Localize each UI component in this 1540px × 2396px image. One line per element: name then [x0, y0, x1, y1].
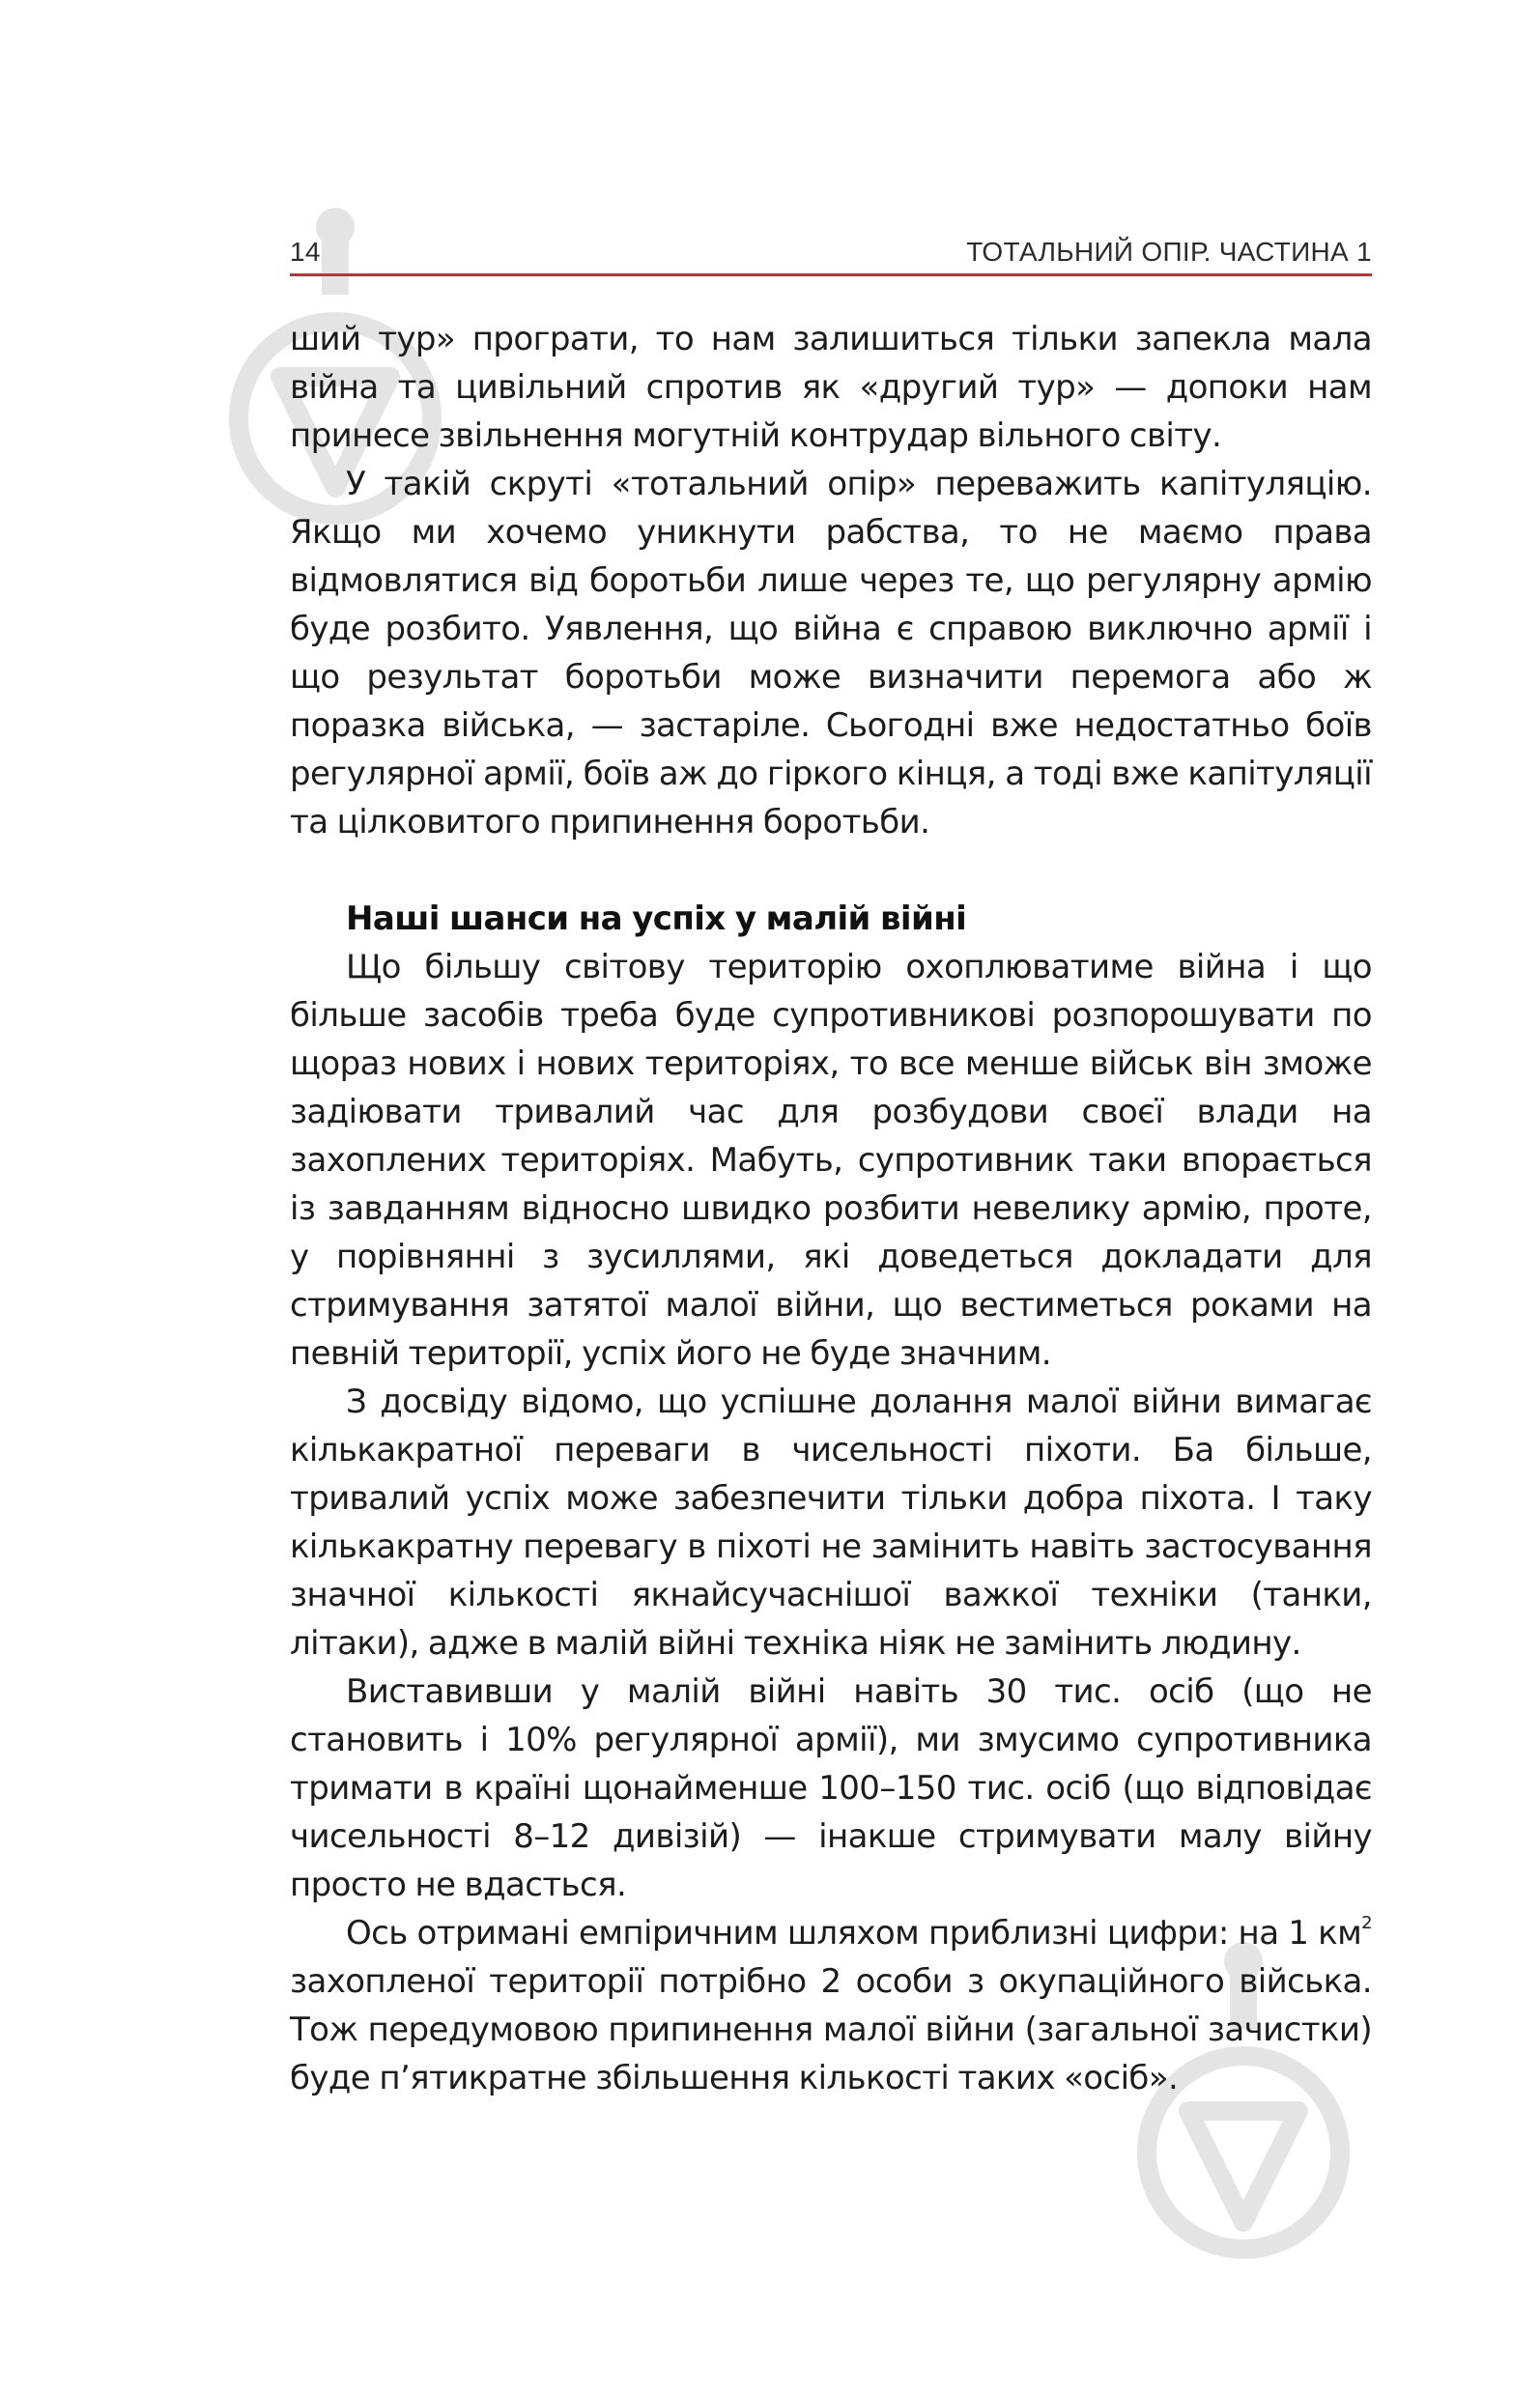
section-heading: Наші шанси на успіх у малій війні	[346, 899, 967, 938]
paragraph: Виставивши у малій війні навіть 30 тис. осіб (що не становить і 10% регулярної армії), ми змусимо супротивника тримати в країні щонайменше 100–150 тис. осіб (що відповідає чисельності 8–12 дивізій) — інакше стримувати малу війну просто не вдасться.	[290, 1672, 1372, 1904]
paragraph-continuation: ший тур» програти, то нам залишиться тільки запекла мала війна та цивільний спротив як «другий тур» — допоки нам принесе звільнення могутній контрудар вільного світу.	[290, 320, 1372, 455]
running-header	[290, 225, 1372, 268]
header-rule	[290, 273, 1372, 276]
page-number: 14	[290, 237, 321, 267]
paragraph	[290, 1909, 1372, 2102]
paragraph: Що більшу світову територію охоплюватиме війна і що більше засобів треба буде супротивникові розпорошувати по щораз нових і нових територіях, то все менше військ він зможе задіювати тривалий час для розбудови своєї влади на захоплених територіях. Мабуть, супротивник таки впорається із завданням відносно швидко розбити невелику армію, проте, у порівнянні з зусиллями, які доведеться докладати для стримування затятої малої війни, що вестиметься роками на певній території, успіх його не буде значним.	[290, 948, 1372, 1373]
paragraph-text: Ось отримані емпіричним шляхом приблизні цифри: на 1 км	[346, 1914, 1362, 1953]
running-title: ТОТАЛЬНИЙ ОПІР. ЧАСТИНА 1	[966, 237, 1372, 267]
paragraph: З досвіду відомо, що успішне долання малої війни вимагає кількакратної переваги в чисельності піхоти. Ба більше, тривалий успіх може забезпечити тільки добра піхота. І таку кількакратну перевагу в піхоті не замінить навіть застосування значної кількості якнайсучаснішої важкої техніки (танки, літаки), адже в малій війні техніка ніяк не замінить людину.	[290, 1383, 1372, 1663]
page-body	[290, 315, 1372, 2102]
paragraph: У такій скруті «тотальний опір» переважить капітуляцію. Якщо ми хочемо уникнути рабства, то не маємо права відмовлятися від боротьби лише через те, що регулярну армію буде розбито. Уявлення, що війна є справою виключно армії і що результат боротьби може визначити перемога або ж поразка війська, — застаріле. Сьогодні вже недостатньо боїв регулярної армії, боїв аж до гіркого кінця, а тоді вже капітуляції та цілковитого припинення боротьби.	[290, 465, 1372, 841]
paragraph-text: захопленої території потрібно 2 особи з окупаційного війська. Тож передумовою припинення малої війни (загальної зачистки) буде п’ятикратне збільшення кількості таких «осіб».	[290, 1962, 1372, 2097]
superscript: 2	[1361, 1913, 1372, 1933]
